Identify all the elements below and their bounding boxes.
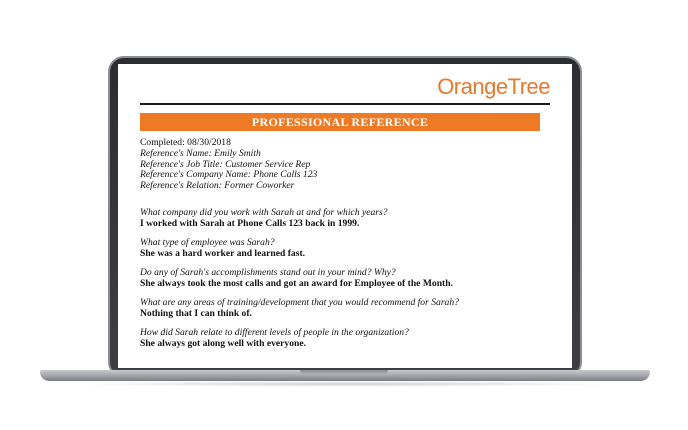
- question-text: Do any of Sarah's accomplishments stand out in your mind? Why?: [140, 267, 396, 279]
- reference-name-value: Emily Smith: [214, 147, 261, 159]
- question-text: What company did you work with Sarah at and for which years?: [140, 207, 388, 218]
- answer-text: She was a hard worker and learned fast.: [140, 247, 306, 259]
- header-divider: [140, 103, 550, 105]
- answer-text: Nothing that I can think of.: [140, 308, 252, 320]
- reference-job-value: Customer Service Rep: [225, 158, 311, 170]
- completed-value: 08/30/2018: [187, 137, 231, 148]
- answer-text: I worked with Sarah at Phone Calls 123 back in 1999.: [140, 217, 360, 229]
- question-text: What are any areas of training/development that you would recommend for Sarah?: [140, 297, 459, 309]
- laptop-shadow: [70, 381, 620, 387]
- document-title-banner: PROFESSIONAL REFERENCE: [140, 113, 540, 131]
- reference-relation-line: [140, 181, 317, 192]
- reference-company-value: Phone Calls 123: [253, 169, 318, 181]
- reference-relation-label: Reference's Relation:: [140, 180, 222, 192]
- answer-text: She always took the most calls and got an award for Employee of the Month.: [140, 277, 453, 289]
- qa-item: [140, 268, 560, 290]
- reference-name-label: Reference's Name:: [140, 147, 212, 159]
- laptop-screen: [118, 64, 572, 368]
- orangetree-logo: OrangeTree: [437, 74, 550, 99]
- laptop-notch: [300, 370, 388, 375]
- qa-item: [140, 208, 560, 230]
- completed-label: Completed:: [140, 137, 185, 148]
- questions-and-answers: [140, 208, 560, 358]
- reference-company-label: Reference's Company Name:: [140, 169, 251, 181]
- question-text: What type of employee was Sarah?: [140, 237, 275, 249]
- reference-details: [140, 138, 317, 192]
- question-text: How did Sarah relate to different levels of people in the organization?: [140, 327, 409, 339]
- reference-relation-value: Former Coworker: [224, 180, 295, 192]
- qa-item: [140, 238, 560, 260]
- qa-item: [140, 328, 560, 350]
- reference-job-label: Reference's Job Title:: [140, 158, 223, 170]
- qa-item: [140, 298, 560, 320]
- answer-text: She always got along well with everyone.: [140, 338, 307, 350]
